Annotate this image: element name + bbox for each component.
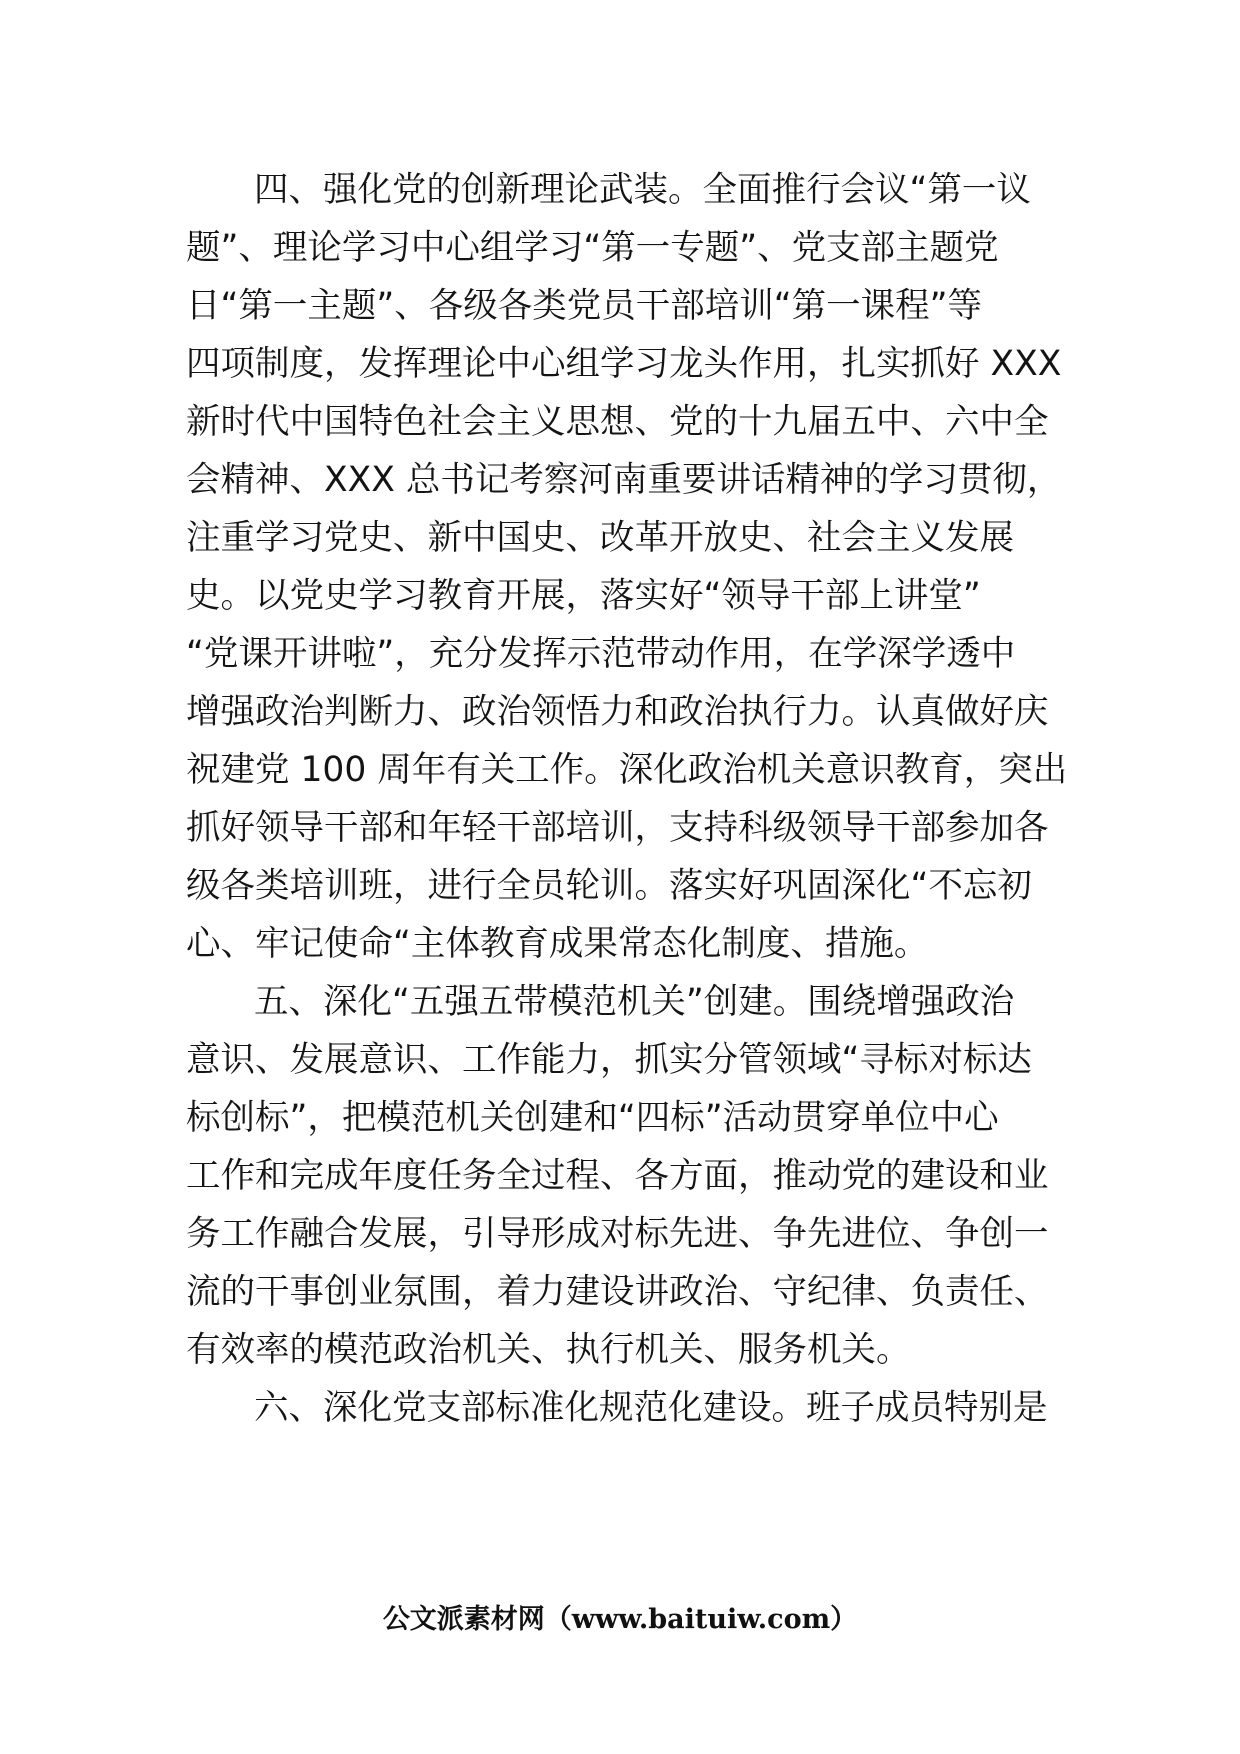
paragraph-4-line-6: 会精神、XXX 总书记考察河南重要讲话精神的学习贯彻， xyxy=(186,460,1062,500)
paragraph-6-line-1: 六、深化党支部标准化规范化建设。班子成员特别是 xyxy=(254,1388,1048,1428)
paragraph-4-line-11: 祝建党 100 周年有关工作。深化政治机关意识教育，突出 xyxy=(186,750,1068,790)
paragraph-4-line-9: “党课开讲啦”，充分发挥示范带动作用，在学深学透中 xyxy=(186,634,1016,674)
paragraph-5-line-7: 有效率的模范政治机关、执行机关、服务机关。 xyxy=(186,1330,911,1370)
paragraph-4-line-10: 增强政治判断力、政治领悟力和政治执行力。认真做好庆 xyxy=(186,692,1049,732)
paragraph-4-line-14: 心、牢记使命“主体教育成果常态化制度、措施。 xyxy=(186,924,929,964)
paragraph-4-line-13: 级各类培训班，进行全员轮训。落实好巩固深化“不忘初 xyxy=(186,866,1032,906)
footer-source-text: 公文派素材网（www.baituiw.com） xyxy=(382,1604,858,1635)
paragraph-4-line-3: 日“第一主题”、各级各类党员干部培训“第一课程”等 xyxy=(186,286,982,326)
paragraph-5-line-5: 务工作融合发展，引导形成对标先进、争先进位、争创一 xyxy=(186,1214,1049,1254)
paragraph-4-line-1: 四、强化党的创新理论武装。全面推行会议“第一议 xyxy=(254,170,1031,210)
paragraph-4-line-7: 注重学习党史、新中国史、改革开放史、社会主义发展 xyxy=(186,518,1014,558)
paragraph-4-line-8: 史。以党史学习教育开展，落实好“领导干部上讲堂” xyxy=(186,576,981,616)
paragraph-5-line-4: 工作和完成年度任务全过程、各方面，推动党的建设和业 xyxy=(186,1156,1049,1196)
paragraph-5-line-1: 五、深化“五强五带模范机关”创建。围绕增强政治 xyxy=(254,982,1015,1022)
paragraph-5-line-2: 意识、发展意识、工作能力，抓实分管领域“寻标对标达 xyxy=(186,1040,1032,1080)
paragraph-4-line-4: 四项制度，发挥理论中心组学习龙头作用，扎实抓好 XXX xyxy=(186,344,1062,384)
paragraph-4-line-2: 题”、理论学习中心组学习“第一专题”、党支部主题党 xyxy=(186,228,999,268)
paragraph-5-line-3: 标创标”，把模范机关创建和“四标”活动贯穿单位中心 xyxy=(186,1098,999,1138)
paragraph-4-line-5: 新时代中国特色社会主义思想、党的十九届五中、六中全 xyxy=(186,402,1049,442)
paragraph-4-line-12: 抓好领导干部和年轻干部培训，支持科级领导干部参加各 xyxy=(186,808,1049,848)
paragraph-5-line-6: 流的干事创业氛围，着力建设讲政治、守纪律、负责任、 xyxy=(186,1272,1049,1312)
